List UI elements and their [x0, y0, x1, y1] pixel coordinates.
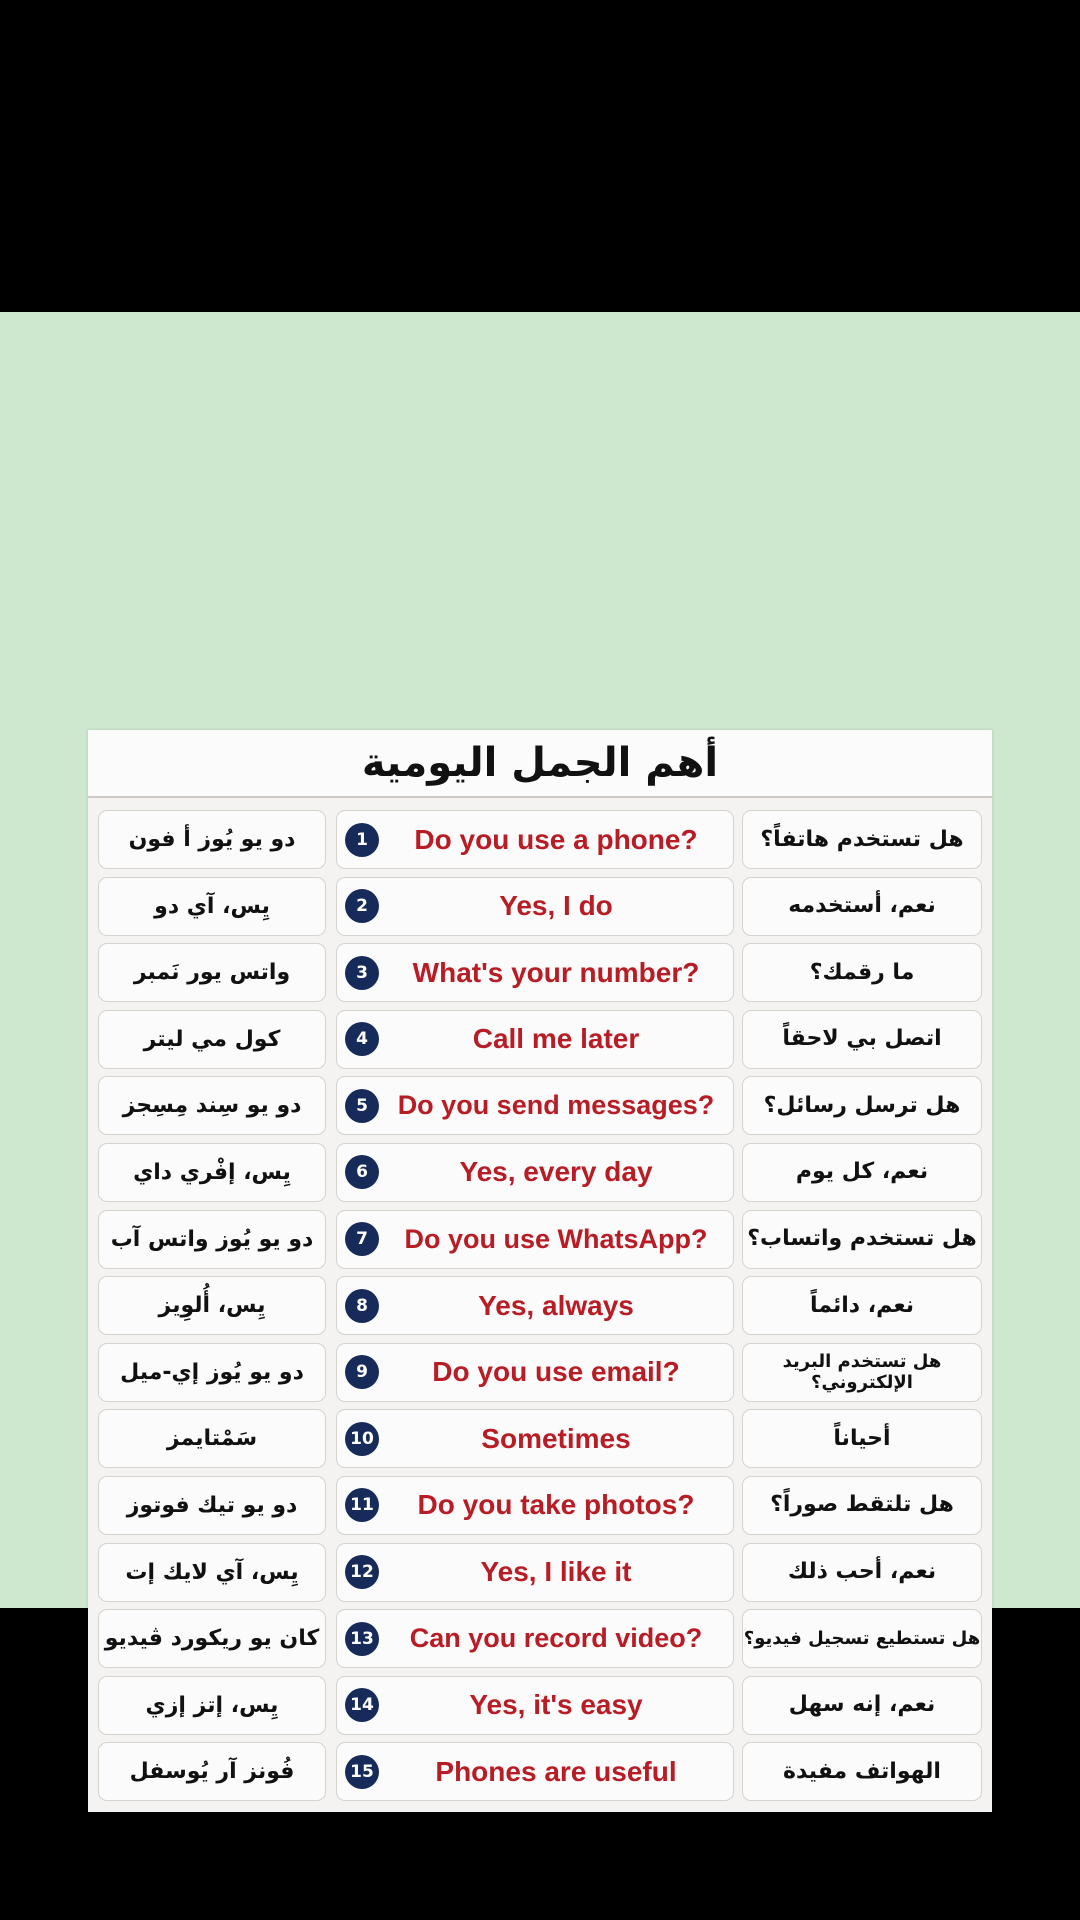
- number-badge: 7: [345, 1222, 379, 1256]
- phrases-card: [88, 730, 992, 1812]
- pronunciation-cell: كان يو ريكورد ڤيديو: [98, 1609, 326, 1668]
- number-badge: 3: [345, 956, 379, 990]
- pronunciation-cell: سَمْتايمز: [98, 1409, 326, 1468]
- arabic-cell: نعم، كل يوم: [742, 1143, 982, 1202]
- arabic-cell: هل تستخدم البريد الإلكتروني؟: [742, 1343, 982, 1402]
- english-cell: [336, 1543, 734, 1602]
- arabic-cell: هل تلتقط صوراً؟: [742, 1476, 982, 1535]
- table-row: [88, 1143, 992, 1204]
- english-phrase: Phones are useful: [435, 1755, 677, 1787]
- english-phrase: Call me later: [472, 1023, 640, 1055]
- english-cell: [336, 1476, 734, 1535]
- number-badge: 9: [345, 1355, 379, 1389]
- english-phrase: Yes, always: [478, 1289, 634, 1321]
- english-cell: [336, 1676, 734, 1735]
- pronunciation-cell: يِس، أُلوِيز: [98, 1276, 326, 1335]
- pronunciation-cell: كول مي ليتر: [98, 1010, 326, 1069]
- english-cell: [336, 1143, 734, 1202]
- pronunciation-cell: دو يو يُوز واتس آب: [98, 1210, 326, 1269]
- table-row: [88, 810, 992, 871]
- english-cell: [336, 1010, 734, 1069]
- number-badge: 4: [345, 1022, 379, 1056]
- page-title: أهم الجمل اليومية: [361, 740, 719, 786]
- number-badge: 5: [345, 1089, 379, 1123]
- number-badge: 1: [345, 823, 379, 857]
- table-row: [88, 1409, 992, 1470]
- table-row: [88, 1476, 992, 1537]
- number-badge: 8: [345, 1289, 379, 1323]
- table-row: [88, 1276, 992, 1337]
- table-row: [88, 1676, 992, 1737]
- pronunciation-cell: دو يو سِند مِسِجز: [98, 1076, 326, 1135]
- pronunciation-cell: يِس، آي دو: [98, 877, 326, 936]
- arabic-cell: اتصل بي لاحقاً: [742, 1010, 982, 1069]
- number-badge: 2: [345, 889, 379, 923]
- pronunciation-cell: يِس، إتز إزي: [98, 1676, 326, 1735]
- pronunciation-cell: يِس، إفْري داي: [98, 1143, 326, 1202]
- arabic-cell: نعم، دائماً: [742, 1276, 982, 1335]
- pronunciation-cell: فُونز آر يُوسفل: [98, 1742, 326, 1801]
- english-phrase: Do you use email?: [432, 1356, 680, 1388]
- number-badge: 14: [345, 1688, 379, 1722]
- english-phrase: Yes, it's easy: [469, 1689, 643, 1721]
- arabic-cell: هل تستخدم هاتفاً؟: [742, 810, 982, 869]
- english-cell: [336, 1609, 734, 1668]
- english-phrase: Sometimes: [481, 1422, 631, 1454]
- phrase-table: [88, 810, 992, 1809]
- number-badge: 15: [345, 1755, 379, 1789]
- pronunciation-cell: دو يو يُوز إي-ميل: [98, 1343, 326, 1402]
- english-phrase: Do you take photos?: [417, 1489, 695, 1521]
- number-badge: 13: [345, 1622, 379, 1656]
- english-phrase: Do you send messages?: [397, 1090, 715, 1121]
- arabic-cell: ما رقمك؟: [742, 943, 982, 1002]
- arabic-cell: هل تستخدم واتساب؟: [742, 1210, 982, 1269]
- english-cell: [336, 810, 734, 869]
- pronunciation-cell: دو يو تيك فوتوز: [98, 1476, 326, 1535]
- table-row: [88, 1010, 992, 1071]
- content-background: [0, 312, 1080, 1787]
- pronunciation-cell: يِس، آي لايك إت: [98, 1543, 326, 1602]
- english-phrase: Do you use WhatsApp?: [404, 1223, 708, 1254]
- arabic-cell: نعم، إنه سهل: [742, 1676, 982, 1735]
- english-phrase: What's your number?: [412, 956, 700, 988]
- number-badge: 12: [345, 1555, 379, 1589]
- english-cell: [336, 1210, 734, 1269]
- english-phrase: Do you use a phone?: [414, 823, 698, 855]
- arabic-cell: هل ترسل رسائل؟: [742, 1076, 982, 1135]
- number-badge: 6: [345, 1155, 379, 1189]
- table-row: [88, 1076, 992, 1137]
- table-row: [88, 1609, 992, 1670]
- english-cell: [336, 1276, 734, 1335]
- table-row: [88, 1343, 992, 1404]
- pronunciation-cell: واتس يور نَمبر: [98, 943, 326, 1002]
- english-cell: [336, 1343, 734, 1402]
- arabic-cell: نعم، أحب ذلك: [742, 1543, 982, 1602]
- arabic-cell: هل تستطيع تسجيل فيديو؟: [742, 1609, 982, 1668]
- english-cell: [336, 943, 734, 1002]
- english-phrase: Yes, every day: [459, 1156, 653, 1188]
- table-row: [88, 1210, 992, 1271]
- pronunciation-cell: دو يو يُوز أ فون: [98, 810, 326, 869]
- table-row: [88, 877, 992, 938]
- english-phrase: Can you record video?: [409, 1623, 703, 1654]
- number-badge: 10: [345, 1422, 379, 1456]
- english-cell: [336, 1076, 734, 1135]
- english-phrase: Yes, I do: [499, 890, 613, 922]
- title-bar: [88, 730, 992, 798]
- table-row: [88, 1543, 992, 1604]
- english-phrase: Yes, I like it: [480, 1556, 632, 1588]
- table-row: [88, 943, 992, 1004]
- english-cell: [336, 877, 734, 936]
- english-cell: [336, 1742, 734, 1801]
- arabic-cell: أحياناً: [742, 1409, 982, 1468]
- english-cell: [336, 1409, 734, 1468]
- table-row: [88, 1742, 992, 1803]
- arabic-cell: الهواتف مفيدة: [742, 1742, 982, 1801]
- number-badge: 11: [345, 1488, 379, 1522]
- arabic-cell: نعم، أستخدمه: [742, 877, 982, 936]
